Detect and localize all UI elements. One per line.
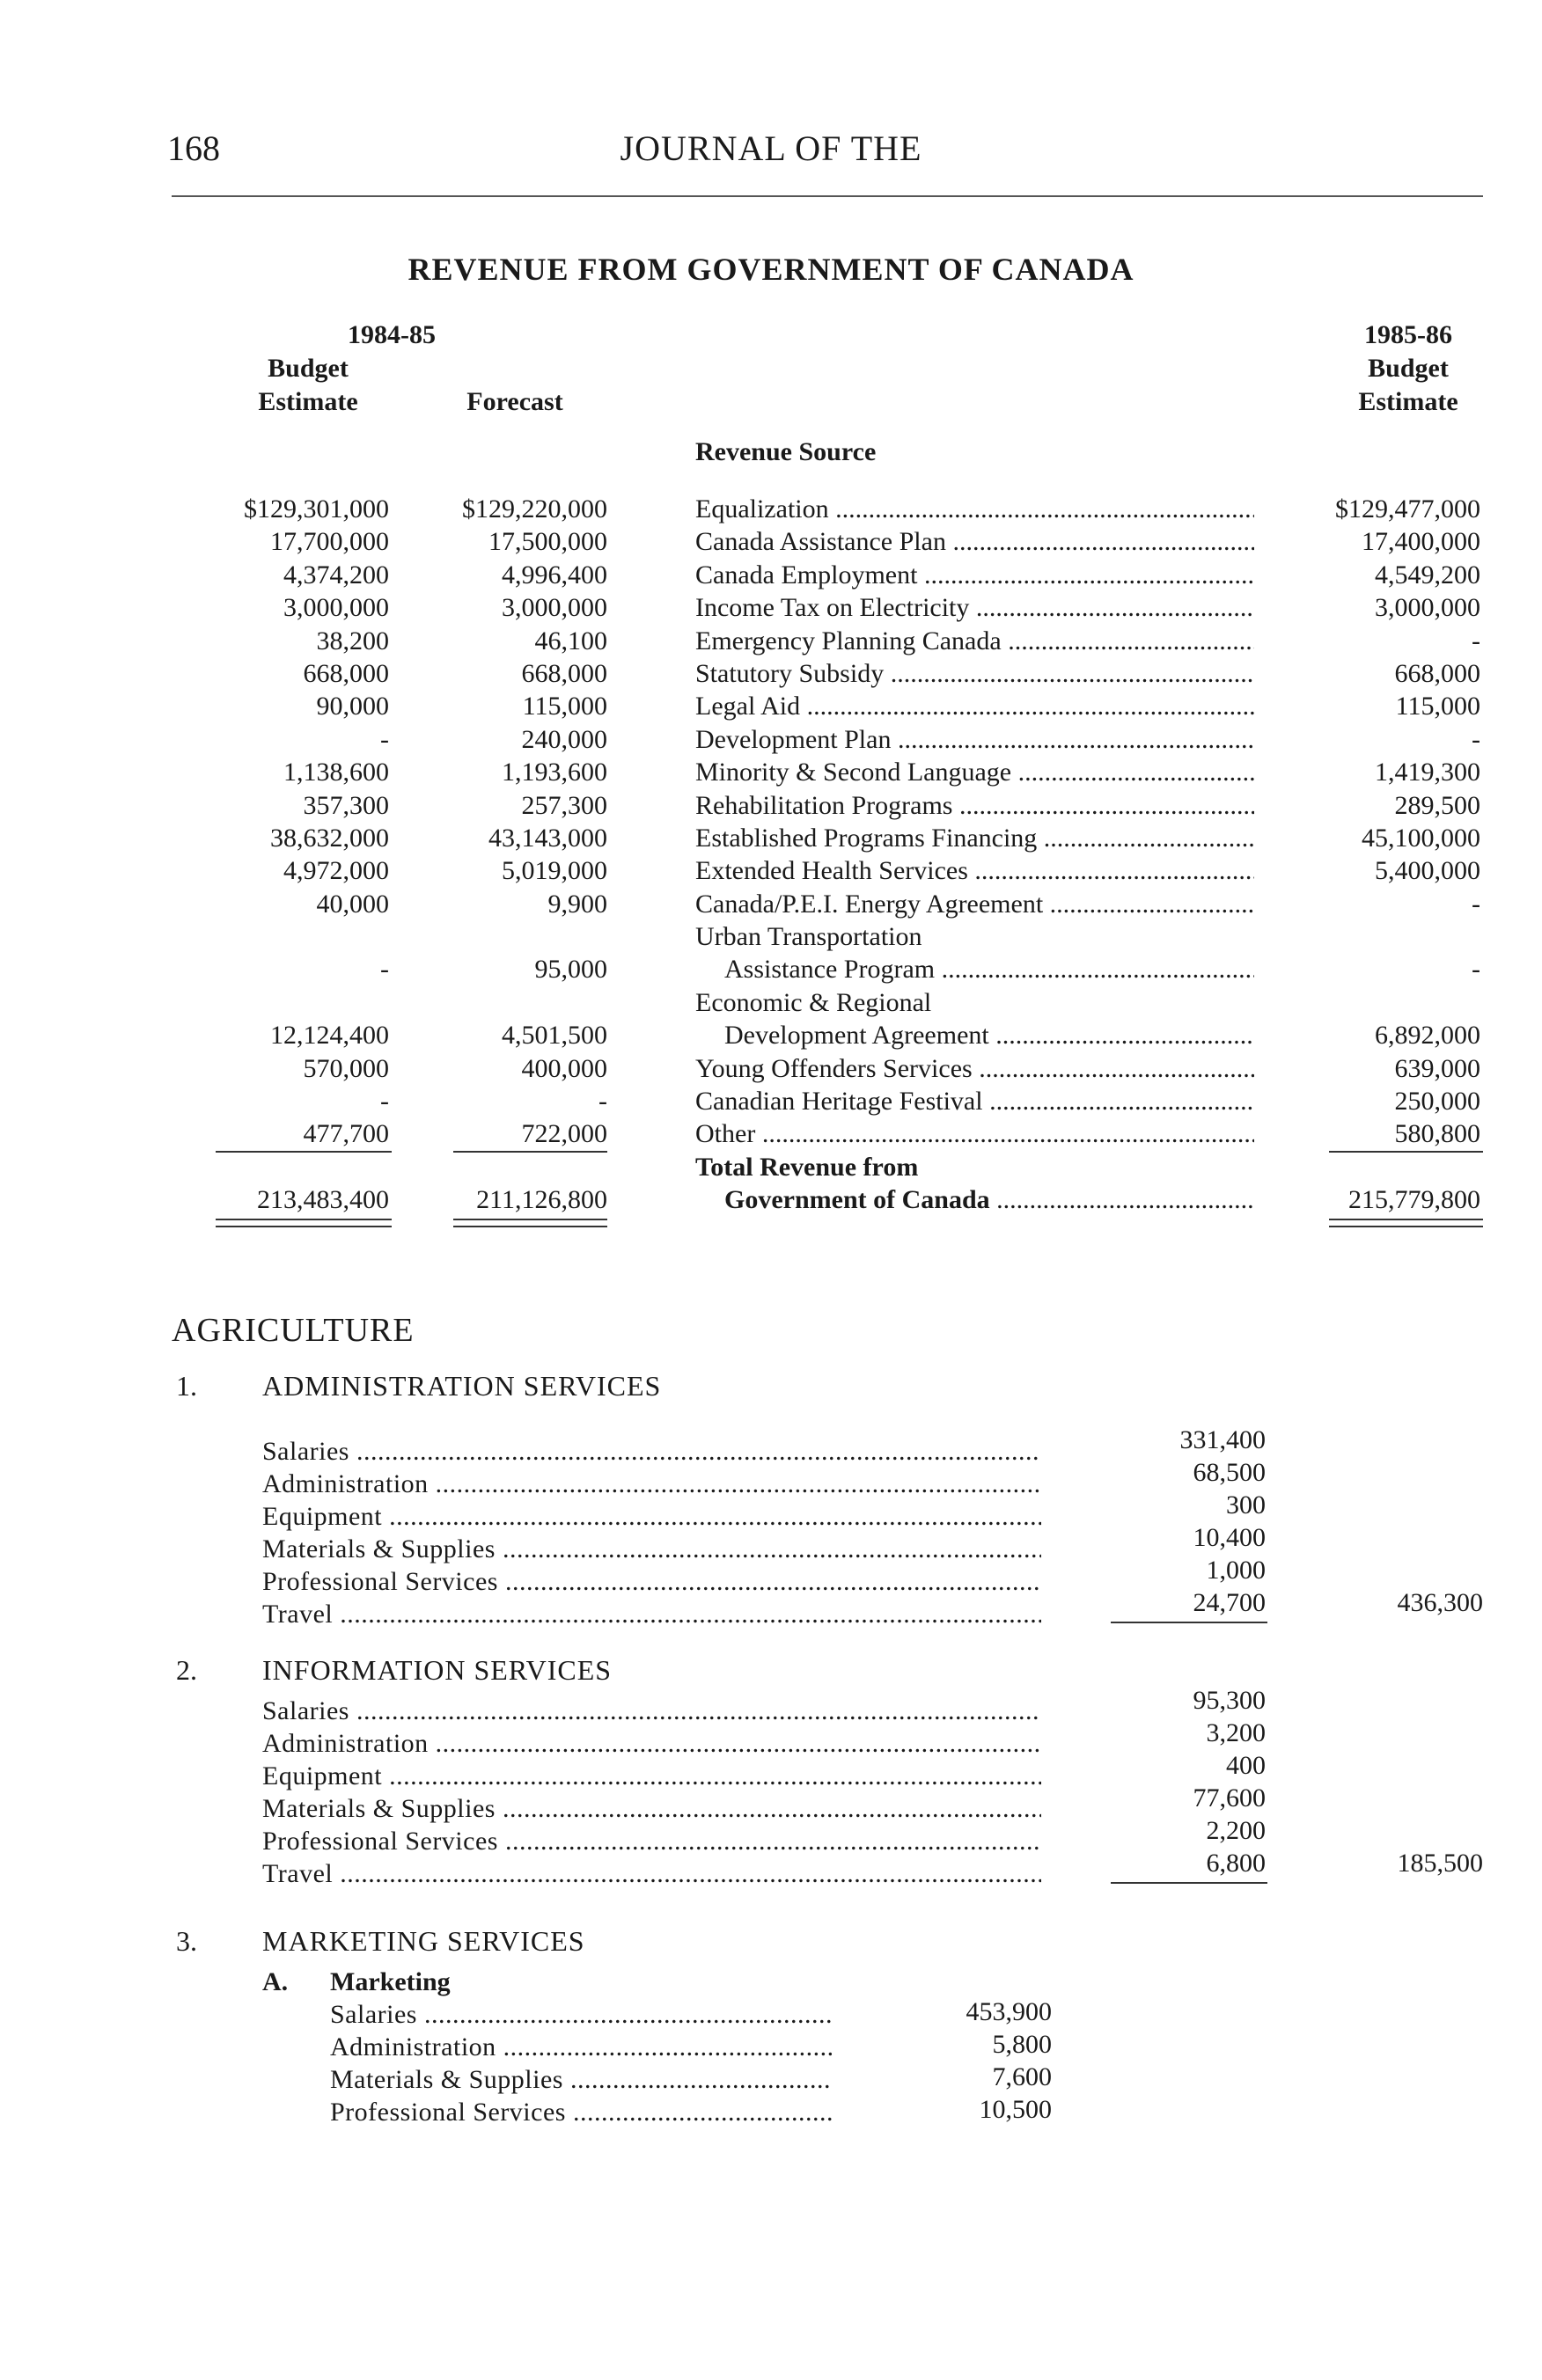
- budget-1984-85-cell: 570,000: [303, 1053, 389, 1083]
- section-number: 1.: [176, 1370, 197, 1402]
- line-item-label: Administration .....: [262, 1729, 1041, 1759]
- line-item-label: Travel .....: [262, 1859, 1041, 1889]
- header-estimate-1984-85: Estimate: [258, 387, 358, 416]
- revenue-source-cell: Development Plan .....: [695, 723, 1254, 756]
- line-item-label: Materials & Supplies .....: [330, 2065, 832, 2095]
- total-double-rule-budget: [216, 1219, 392, 1227]
- revenue-table: [0, 493, 1542, 1217]
- forecast-cell: 17,500,000: [488, 527, 607, 557]
- total-row-label: [0, 1151, 1542, 1183]
- table-row: [0, 1019, 1542, 1051]
- estimate-1985-86-cell: -: [1472, 626, 1480, 655]
- subsection-title-marketing: Marketing: [330, 1967, 451, 1996]
- section-total: 436,300: [1397, 1588, 1483, 1617]
- estimate-1985-86-cell: 4,549,200: [1375, 560, 1480, 590]
- section-number: 3.: [176, 1925, 197, 1957]
- revenue-source-cell: Established Programs Financing .....: [695, 822, 1254, 854]
- line-item-amount: 5,800: [992, 2030, 1052, 2059]
- section-number: 2.: [176, 1654, 197, 1686]
- revenue-source-cell: Other .....: [695, 1117, 1254, 1150]
- forecast-cell: 46,100: [534, 626, 607, 655]
- line-item-label: Salaries .....: [262, 1696, 1041, 1726]
- table-row: [0, 525, 1542, 558]
- forecast-cell: 115,000: [522, 692, 607, 721]
- line-item-amount: 95,300: [1193, 1686, 1266, 1715]
- total-estimate-1985-86: 215,779,800: [1348, 1185, 1480, 1215]
- line-item-amount: 6,800: [1206, 1849, 1266, 1878]
- table-row: [0, 789, 1542, 822]
- table-row: [0, 1117, 1542, 1150]
- line-item-amount: 10,400: [1193, 1523, 1266, 1552]
- revenue-source-cell: Minority & Second Language .....: [695, 756, 1254, 788]
- budget-1984-85-cell: 12,124,400: [270, 1021, 389, 1051]
- total-label-line1: Total Revenue from: [695, 1152, 919, 1182]
- estimate-1985-86-cell: 289,500: [1394, 790, 1480, 820]
- table-row: [0, 1052, 1542, 1085]
- line-item-label: Professional Services .....: [262, 1567, 1041, 1597]
- table-row: [0, 591, 1542, 624]
- estimate-1985-86-cell: -: [1472, 889, 1480, 919]
- table-row: [0, 756, 1542, 788]
- total-row: [0, 1183, 1542, 1216]
- line-item-label: Equipment .....: [262, 1502, 1041, 1532]
- revenue-source-cell: Canada/P.E.I. Energy Agreement .....: [695, 888, 1254, 920]
- subtotal-rule: [1111, 1622, 1267, 1623]
- header-year-1984-85: 1984-85: [348, 320, 436, 349]
- subtotal-rule: [1111, 1882, 1267, 1884]
- section-title-marketing-services: MARKETING SERVICES: [262, 1925, 585, 1957]
- table-row: [0, 888, 1542, 920]
- budget-1984-85-cell: -: [380, 1087, 389, 1117]
- line-item-label: Materials & Supplies .....: [262, 1794, 1041, 1824]
- line-item-amount: 331,400: [1179, 1425, 1266, 1454]
- line-item-label: Administration .....: [330, 2032, 832, 2062]
- estimate-1985-86-cell: 250,000: [1394, 1087, 1480, 1117]
- table-row: [0, 625, 1542, 657]
- header-forecast: Forecast: [466, 387, 563, 416]
- section-total: 185,500: [1397, 1849, 1483, 1878]
- line-item-label: Salaries .....: [262, 1437, 1041, 1467]
- table-row: [0, 953, 1542, 985]
- revenue-source-cell: Urban Transportation: [695, 922, 922, 952]
- forecast-cell: -: [598, 1087, 607, 1117]
- revenue-source-cell: Development Agreement .....: [724, 1019, 1254, 1051]
- estimate-1985-86-cell: $129,477,000: [1335, 494, 1480, 524]
- budget-1984-85-cell: -: [380, 724, 389, 754]
- page-number: 168: [167, 128, 220, 168]
- header-revenue-source: Revenue Source: [695, 437, 877, 466]
- budget-1984-85-cell: 1,138,600: [283, 758, 389, 787]
- agriculture-title: AGRICULTURE: [172, 1312, 415, 1349]
- estimate-1985-86-cell: 1,419,300: [1375, 758, 1480, 787]
- line-item-amount: 10,500: [979, 2095, 1052, 2124]
- total-double-rule-estimate: [1329, 1219, 1483, 1227]
- revenue-source-cell: Extended Health Services .....: [695, 854, 1254, 887]
- total-double-rule-forecast: [453, 1219, 607, 1227]
- subsection-letter: A.: [262, 1967, 289, 1996]
- budget-1984-85-cell: 477,700: [303, 1119, 389, 1149]
- estimate-1985-86-cell: -: [1472, 724, 1480, 754]
- forecast-cell: 95,000: [534, 955, 607, 985]
- header-budget-1985-86: Budget: [1368, 354, 1449, 383]
- forecast-cell: 5,019,000: [502, 856, 607, 886]
- line-item-amount: 453,900: [966, 1997, 1052, 2026]
- revenue-source-cell: Emergency Planning Canada .....: [695, 625, 1254, 657]
- line-item-amount: 1,000: [1206, 1556, 1266, 1585]
- estimate-1985-86-cell: 5,400,000: [1375, 856, 1480, 886]
- line-item-label: Travel .....: [262, 1600, 1041, 1629]
- forecast-cell: 1,193,600: [502, 758, 607, 787]
- table-row: [0, 559, 1542, 591]
- table-row: [0, 920, 1542, 953]
- budget-1984-85-cell: 90,000: [316, 692, 389, 721]
- forecast-cell: 4,501,500: [502, 1021, 607, 1051]
- line-item-amount: 24,700: [1193, 1588, 1266, 1617]
- budget-1984-85-cell: 4,972,000: [283, 856, 389, 886]
- forecast-cell: 4,996,400: [502, 560, 607, 590]
- line-item-amount: 7,600: [992, 2062, 1052, 2091]
- estimate-1985-86-cell: 45,100,000: [1362, 823, 1480, 853]
- estimate-1985-86-cell: 115,000: [1395, 692, 1480, 721]
- budget-1984-85-cell: -: [380, 955, 389, 985]
- table-row: [0, 723, 1542, 756]
- estimate-1985-86-cell: 580,800: [1394, 1119, 1480, 1149]
- line-item-label: Professional Services .....: [262, 1827, 1041, 1856]
- estimate-1985-86-cell: -: [1472, 955, 1480, 985]
- header-estimate-1985-86: Estimate: [1358, 387, 1458, 416]
- total-forecast: 211,126,800: [476, 1185, 607, 1215]
- total-budget-1984-85: 213,483,400: [257, 1185, 389, 1215]
- estimate-1985-86-cell: 3,000,000: [1375, 593, 1480, 623]
- budget-1984-85-cell: 40,000: [316, 889, 389, 919]
- forecast-cell: 722,000: [521, 1119, 607, 1149]
- table-row: [0, 986, 1542, 1019]
- forecast-cell: $129,220,000: [462, 494, 607, 524]
- line-item-amount: 400: [1226, 1751, 1266, 1780]
- budget-1984-85-cell: 357,300: [303, 790, 389, 820]
- line-item-amount: 77,600: [1193, 1783, 1266, 1812]
- line-item-amount: 300: [1226, 1490, 1266, 1520]
- line-item-label: Equipment .....: [262, 1761, 1041, 1791]
- subtotal-rule-budget: [216, 1151, 392, 1153]
- running-title: JOURNAL OF THE: [620, 128, 922, 168]
- table-row: [0, 690, 1542, 722]
- header-rule: [172, 195, 1483, 197]
- estimate-1985-86-cell: 17,400,000: [1362, 527, 1480, 557]
- budget-1984-85-cell: $129,301,000: [244, 494, 389, 524]
- forecast-cell: 240,000: [521, 724, 607, 754]
- table-row: [0, 1085, 1542, 1117]
- line-item-amount: 68,500: [1193, 1458, 1266, 1487]
- revenue-source-cell: Income Tax on Electricity .....: [695, 591, 1254, 624]
- total-label-line2: Government of Canada .....: [724, 1183, 1254, 1216]
- revenue-source-cell: Canadian Heritage Festival .....: [695, 1085, 1254, 1117]
- revenue-source-cell: Equalization .....: [695, 493, 1254, 525]
- revenue-source-cell: Statutory Subsidy .....: [695, 657, 1254, 690]
- forecast-cell: 668,000: [521, 658, 607, 688]
- revenue-source-cell: Young Offenders Services .....: [695, 1052, 1254, 1085]
- budget-1984-85-cell: 17,700,000: [270, 527, 389, 557]
- line-item-label: Professional Services .....: [330, 2098, 832, 2127]
- header-budget-1984-85: Budget: [268, 354, 349, 383]
- line-item-amount: 3,200: [1206, 1718, 1266, 1747]
- header-year-1985-86: 1985-86: [1364, 320, 1452, 349]
- section-title-information-services: INFORMATION SERVICES: [262, 1654, 613, 1686]
- budget-1984-85-cell: 4,374,200: [283, 560, 389, 590]
- revenue-source-cell: Rehabilitation Programs .....: [695, 789, 1254, 822]
- estimate-1985-86-cell: 668,000: [1394, 658, 1480, 688]
- table-row: [0, 854, 1542, 887]
- line-item-label: Administration .....: [262, 1469, 1041, 1499]
- revenue-source-cell: Legal Aid .....: [695, 690, 1254, 722]
- estimate-1985-86-cell: 639,000: [1394, 1053, 1480, 1083]
- revenue-source-cell: Economic & Regional: [695, 987, 932, 1017]
- forecast-cell: 400,000: [521, 1053, 607, 1083]
- line-item-label: Materials & Supplies .....: [262, 1534, 1041, 1564]
- revenue-source-cell: Canada Employment .....: [695, 559, 1254, 591]
- budget-1984-85-cell: 668,000: [303, 658, 389, 688]
- subtotal-rule-estimate: [1329, 1151, 1483, 1153]
- revenue-source-cell: Canada Assistance Plan .....: [695, 525, 1254, 558]
- budget-1984-85-cell: 38,200: [316, 626, 389, 655]
- budget-1984-85-cell: 38,632,000: [270, 823, 389, 853]
- table-row: [0, 493, 1542, 525]
- revenue-title: REVENUE FROM GOVERNMENT OF CANADA: [408, 252, 1134, 287]
- forecast-cell: 257,300: [521, 790, 607, 820]
- subtotal-rule-forecast: [453, 1151, 607, 1153]
- forecast-cell: 3,000,000: [502, 593, 607, 623]
- section-title-administration-services: ADMINISTRATION SERVICES: [262, 1370, 662, 1402]
- budget-1984-85-cell: 3,000,000: [283, 593, 389, 623]
- line-item-amount: 2,200: [1206, 1816, 1266, 1845]
- estimate-1985-86-cell: 6,892,000: [1375, 1021, 1480, 1051]
- forecast-cell: 9,900: [547, 889, 607, 919]
- table-row: [0, 822, 1542, 854]
- table-row: [0, 657, 1542, 690]
- revenue-source-cell: Assistance Program .....: [724, 953, 1254, 985]
- forecast-cell: 43,143,000: [488, 823, 607, 853]
- line-item-label: Salaries .....: [330, 2000, 832, 2030]
